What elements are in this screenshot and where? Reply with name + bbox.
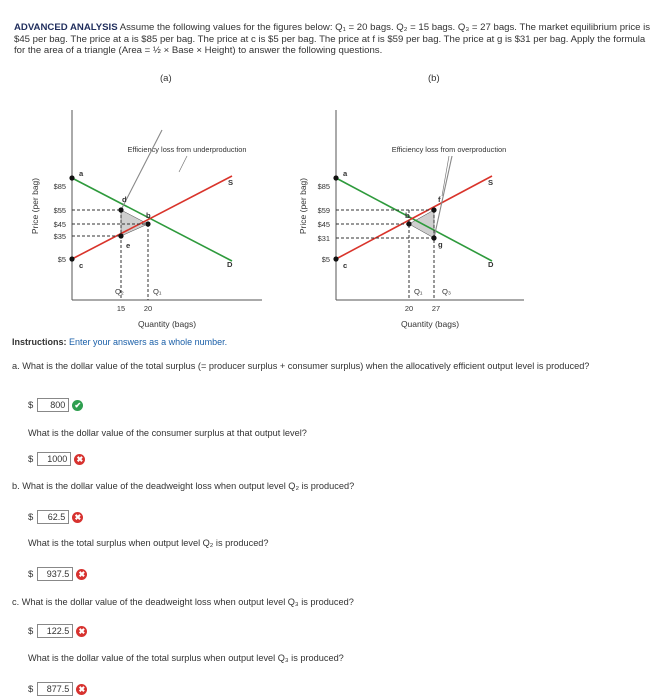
point-e <box>118 233 123 238</box>
currency-symbol: $ <box>28 511 34 523</box>
label-c: c <box>79 261 84 270</box>
tick-45: $45 <box>317 220 330 229</box>
tick-5: $5 <box>57 255 66 264</box>
label-b: b <box>405 211 410 220</box>
currency-symbol: $ <box>28 625 34 637</box>
point-c <box>333 256 338 261</box>
y-axis-label: Price (per bag) <box>298 177 308 235</box>
tick-q27: 27 <box>431 304 441 313</box>
tick-85: $85 <box>53 182 66 191</box>
q3-marker: Q₃ <box>442 287 451 296</box>
tick-45: $45 <box>53 220 66 229</box>
label-d-curve: D <box>227 260 233 269</box>
tick-31: $31 <box>317 234 330 243</box>
label-d-curve: D <box>488 260 494 269</box>
answer-b2 <box>28 567 87 581</box>
answer-a1-input[interactable]: 800 <box>37 398 69 412</box>
instructions-text: Enter your answers as a whole number. <box>69 337 228 347</box>
y-axis-label: Price (per bag) <box>30 177 40 235</box>
question-b1-text: b. What is the dollar value of the deadweight loss when output level Q₂ is produced? <box>12 481 355 491</box>
point-a <box>333 175 338 180</box>
label-s: S <box>228 178 234 187</box>
demand-curve <box>336 178 492 261</box>
problem-text: Assume the following values for the figures below: Q₁ = 20 bags. Q₂ = 15 bags. Q₃ = 27 bags. The market equilibrium price is $45 per bag. The price at a is $85 per bag. The price at c is $5 per bag. The price at f is $59 per bag. The price at g is $31 per bag. Apply the formula for the area of a triangle (Area = ½ × Base × Height) to answer the following questions. <box>14 22 651 57</box>
demand-curve <box>72 178 232 261</box>
tick-q20: 20 <box>143 304 153 313</box>
marginal-cost-line <box>434 156 452 238</box>
quantity-tick-labels <box>117 304 152 313</box>
x-axis-label: Quantity (bags) <box>400 319 460 329</box>
cross-icon: ✖ <box>76 684 87 695</box>
cross-icon: ✖ <box>76 626 87 637</box>
tick-59: $59 <box>317 206 330 215</box>
panel-label-a: (a) <box>160 73 172 84</box>
currency-symbol: $ <box>28 453 34 465</box>
answer-b2-input[interactable]: 937.5 <box>37 567 73 581</box>
points <box>69 175 150 261</box>
price-tick-labels <box>54 182 66 264</box>
title-pointer <box>179 156 187 172</box>
label-g: g <box>438 240 443 249</box>
panel-label-b: (b) <box>428 73 440 84</box>
x-axis-label: Quantity (bags) <box>137 319 197 329</box>
label-d: d <box>122 195 127 204</box>
tick-q20: 20 <box>404 304 414 313</box>
tick-85: $85 <box>317 182 330 191</box>
instructions <box>12 337 227 347</box>
answer-a2 <box>28 452 85 466</box>
quantity-tick-labels <box>405 304 440 313</box>
answer-a1 <box>28 398 83 412</box>
cross-icon: ✖ <box>72 512 83 523</box>
chart-axes <box>72 110 262 300</box>
instructions-label: Instructions: <box>12 337 67 347</box>
chart-underproduction <box>22 96 272 336</box>
tick-q15: 15 <box>116 304 126 313</box>
label-s: S <box>488 178 494 187</box>
label-a: a <box>79 169 84 178</box>
point-c <box>69 256 74 261</box>
check-icon: ✔ <box>72 400 83 411</box>
currency-symbol: $ <box>28 568 34 580</box>
price-tick-labels <box>318 182 330 264</box>
answer-b1 <box>28 510 83 524</box>
answer-c2 <box>28 682 87 696</box>
problem-heading: ADVANCED ANALYSIS <box>14 22 118 33</box>
label-e: e <box>126 241 131 250</box>
label-a: a <box>343 169 348 178</box>
q1-marker: Q₁ <box>153 287 162 296</box>
q1-marker: Q₁ <box>414 287 423 296</box>
currency-symbol: $ <box>28 683 34 695</box>
point-d <box>118 207 123 212</box>
question-a2-text: What is the dollar value of the consumer surplus at that output level? <box>28 428 307 438</box>
marginal-benefit-line <box>121 130 162 210</box>
supply-curve <box>336 176 492 259</box>
question-a1-text: a. What is the dollar value of the total surplus (= producer surplus + consumer surplus) when the allocatively efficient output level is produced? <box>12 361 590 371</box>
tick-5: $5 <box>321 255 330 264</box>
point-b <box>406 221 411 226</box>
currency-symbol: $ <box>28 399 34 411</box>
chart-title: Efficiency loss from underproduction <box>127 145 247 154</box>
chart-title: Efficiency loss from overproduction <box>391 145 507 154</box>
point-a <box>69 175 74 180</box>
label-b: b <box>146 211 151 220</box>
q2-marker: Q₂ <box>115 287 124 296</box>
label-c: c <box>343 261 348 270</box>
tick-55: $55 <box>53 206 66 215</box>
point-b <box>145 221 150 226</box>
cross-icon: ✖ <box>74 454 85 465</box>
point-g <box>431 235 436 240</box>
chart-overproduction <box>292 96 542 336</box>
question-b2-text: What is the total surplus when output level Q₂ is produced? <box>28 538 269 548</box>
answer-a2-input[interactable]: 1000 <box>37 452 71 466</box>
answer-b1-input[interactable]: 62.5 <box>37 510 69 524</box>
cross-icon: ✖ <box>76 569 87 580</box>
question-c2-text: What is the dollar value of the total surplus when output level Q₃ is produced? <box>28 653 344 663</box>
point-f <box>431 207 436 212</box>
answer-c1-input[interactable]: 122.5 <box>37 624 73 638</box>
label-f: f <box>438 195 441 204</box>
answer-c2-input[interactable]: 877.5 <box>37 682 73 696</box>
question-c1-text: c. What is the dollar value of the deadweight loss when output level Q₃ is produced? <box>12 597 354 607</box>
chart-axes <box>336 110 524 300</box>
tick-35: $35 <box>53 232 66 241</box>
problem-statement <box>14 22 654 57</box>
answer-c1 <box>28 624 87 638</box>
supply-curve <box>72 176 232 259</box>
